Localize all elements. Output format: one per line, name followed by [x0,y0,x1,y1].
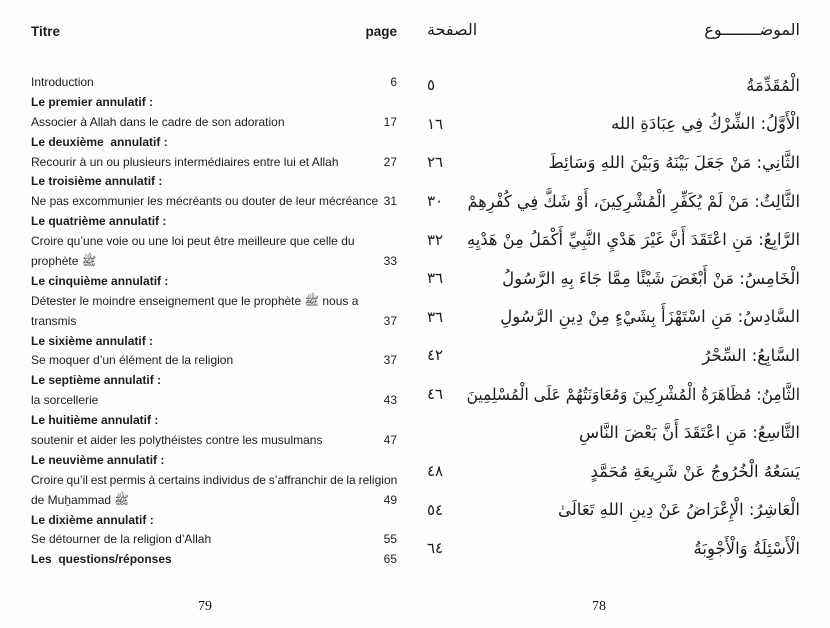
toc-entry [31,252,397,272]
toc-entry-arabic [427,182,800,221]
toc-section-heading: Le huitième annulatif : [31,413,159,428]
toc-entry-page-number-arabic: ١٦ [427,114,444,133]
toc-entry [31,153,397,173]
toc-entry [31,391,397,411]
toc-entry-title-arabic: الثَّامِنُ: مُظَاهَرَةُ الْمُشْرِكِينَ وَمُعَاوَنَتُهُمْ عَلَى الْمُسْلِمِينَ [466,384,800,404]
toc-entry-page-number: 27 [383,154,397,169]
toc-entry-page-number-arabic: ٦٤ [427,539,444,558]
right-page-arabic-toc [415,0,830,628]
toc-entry [31,431,397,451]
toc-entry-page-number: 65 [383,552,397,567]
toc-entry-title: Recourir à un ou plusieurs intermédiaires entre lui et Allah [31,154,339,169]
toc-entry [31,192,397,212]
french-header-title-label: Titre [31,24,61,39]
toc-entry-title: Introduction [31,75,94,89]
toc-entry-page-number: 43 [383,393,397,408]
toc-entry-page-number: 33 [383,254,397,269]
toc-entry-title-arabic: الثَّالِثُ: مَنْ لَمْ يُكَفِّرِ الْمُشْرِكِينَ، أَوْ شَكَّ فِي كُفْرِهِمْ [467,191,800,211]
toc-entry-arabic [427,298,800,337]
toc-entry-line1: Croire qu’il est permis à certains individus de s’affranchir de la religion [31,472,398,487]
toc-entry [31,530,397,550]
toc-entry-title-arabic: السَّادِسُ: مَنِ اسْتَهْزَأَ بِشَيْءٍ مِنْ دِينِ الرَّسُولِ [500,307,800,327]
toc-entry-arabic [427,259,800,298]
toc-entry-page-number: 55 [383,532,397,547]
toc-section-heading: Le premier annulatif : [31,94,154,109]
toc-entry-page-number-arabic: ٣٢ [427,230,444,249]
toc-entry [31,113,397,133]
toc-entry-page-number-arabic: ٤٨ [427,462,444,481]
french-toc-entries [31,73,397,570]
toc-entry-arabic [427,491,800,530]
toc-entry-title: soutenir et aider les polythéistes contre les musulmans [31,433,323,448]
toc-entry-arabic [427,452,800,491]
toc-entry-arabic [427,529,800,568]
toc-entry-page-number: 47 [383,433,397,448]
toc-entry-page-number-arabic: ٤٢ [427,346,444,365]
toc-entry-page-number: 31 [383,194,397,209]
toc-entry [31,73,397,93]
toc-entry-page-number: 37 [383,313,397,328]
toc-entry-title: Se détourner de la religion d’Allah [31,532,212,547]
toc-entry-page-number: 6 [390,75,397,89]
toc-section-heading: Le troisième annulatif : [31,174,163,189]
toc-entry-arabic [427,220,800,259]
arabic-header-topic-label: الموضــــــــوع [704,20,800,39]
toc-entry-line2: de Muẖammad ﷺ [31,492,129,507]
arabic-toc-entries [427,66,800,568]
arabic-header-page-label: الصفحة [427,20,478,39]
toc-entry-arabic [427,105,800,144]
toc-entry-arabic [427,66,800,105]
toc-entry-line2: transmis [31,313,77,328]
toc-entry-page-number: 17 [383,114,397,129]
toc-entry-title: Associer à Allah dans le cadre de son adoration [31,114,285,129]
toc-entry-line1: Détester le moindre enseignement que le prophète ﷺ nous a [31,293,359,308]
toc-entry-arabic [427,413,800,452]
toc-entry-title-arabic: الْعَاشِرُ: الْإِعْرَاضُ عَنْ دِينِ اللهِ تَعَالَىٰ [558,500,800,520]
toc-entry-line1: Croire qu’une voie ou une loi peut être meilleure que celle du [31,234,355,249]
toc-entry-page-number-arabic: ٥ [427,76,436,95]
toc-entry-page-number-arabic: ٥٤ [427,500,444,519]
toc-entry-arabic [427,143,800,182]
toc-entry-page-number-arabic: ٤٦ [427,385,444,404]
french-header-page-label: page [365,24,397,39]
toc-entry-title: la sorcellerie [31,393,99,408]
toc-entry-title-arabic: الرَّابِعُ: مَنِ اعْتَقَدَ أَنَّ غَيْرَ هَدْيِ النَّبِيِّ أَكْمَلُ مِنْ هَدْيِهِ [467,230,800,250]
toc-section-heading: Le deuxième annulatif : [31,134,168,149]
toc-entry-title-arabic: الْمُقَدِّمَةُ [746,75,800,95]
toc-entry [31,550,397,570]
toc-entry-page-number-arabic: ٣٦ [427,307,444,326]
toc-entry-title-arabic: السَّابِعُ: السِّحْرُ [702,345,800,365]
arabic-toc-header [427,20,800,39]
toc-section-heading: Le quatrième annulatif : [31,214,167,229]
toc-entry [31,312,397,332]
toc-entry-arabic [427,375,800,414]
toc-entry-page-number: 49 [383,492,397,507]
toc-entry-title-arabic: الْأَوَّلُ: الشِّرْكُ فِي عِبَادَةِ الله [611,114,800,134]
right-page-folio-number: 78 [592,599,606,614]
toc-entry-arabic [427,336,800,375]
toc-entry-page-number-arabic: ٣٦ [427,269,444,288]
toc-section-heading: Le neuvième annulatif : [31,452,165,467]
toc-entry-title-arabic: يَسَعُهُ الْخُرُوجُ عَنْ شَرِيعَةِ مُحَمَّدٍ [590,461,800,481]
toc-entry-title-arabic: التَّاسِعُ: مَنِ اعْتَقَدَ أَنَّ بَعْضَ النَّاسِ [578,423,800,443]
toc-entry-line2: prophète ﷺ [31,254,97,269]
toc-entry-title-arabic: الثَّانِي: مَنْ جَعَلَ بَيْنَهُ وَبَيْنَ اللهِ وَسَائِطَ [548,152,800,172]
toc-entry-title: Les questions/réponses [31,552,172,567]
toc-entry-page-number: 37 [383,353,397,368]
french-toc-header [31,24,397,39]
toc-section-heading: Le septième annulatif : [31,373,162,388]
toc-entry [31,491,397,511]
toc-entry-title: Ne pas excommunier les mécréants ou douter de leur mécréance [31,194,379,209]
left-page-folio-number: 79 [198,599,212,614]
toc-entry-title-arabic: الْخَامِسُ: مَنْ أَبْغَضَ شَيْئًا مِمَّا جَاءَ بِهِ الرَّسُولُ [502,268,800,288]
toc-entry-page-number-arabic: ٣٠ [427,192,444,211]
toc-entry [31,351,397,371]
toc-entry-title: Se moquer d’un élément de la religion [31,353,234,368]
toc-section-heading: Le sixième annulatif : [31,333,154,348]
toc-section-heading: Le cinquième annulatif : [31,273,169,288]
toc-entry-title-arabic: الْأَسْئِلَةُ وَالْأَجْوِبَةُ [693,538,800,558]
toc-section-heading: Le dixième annulatif : [31,512,154,527]
toc-entry-page-number-arabic: ٢٦ [427,153,444,172]
